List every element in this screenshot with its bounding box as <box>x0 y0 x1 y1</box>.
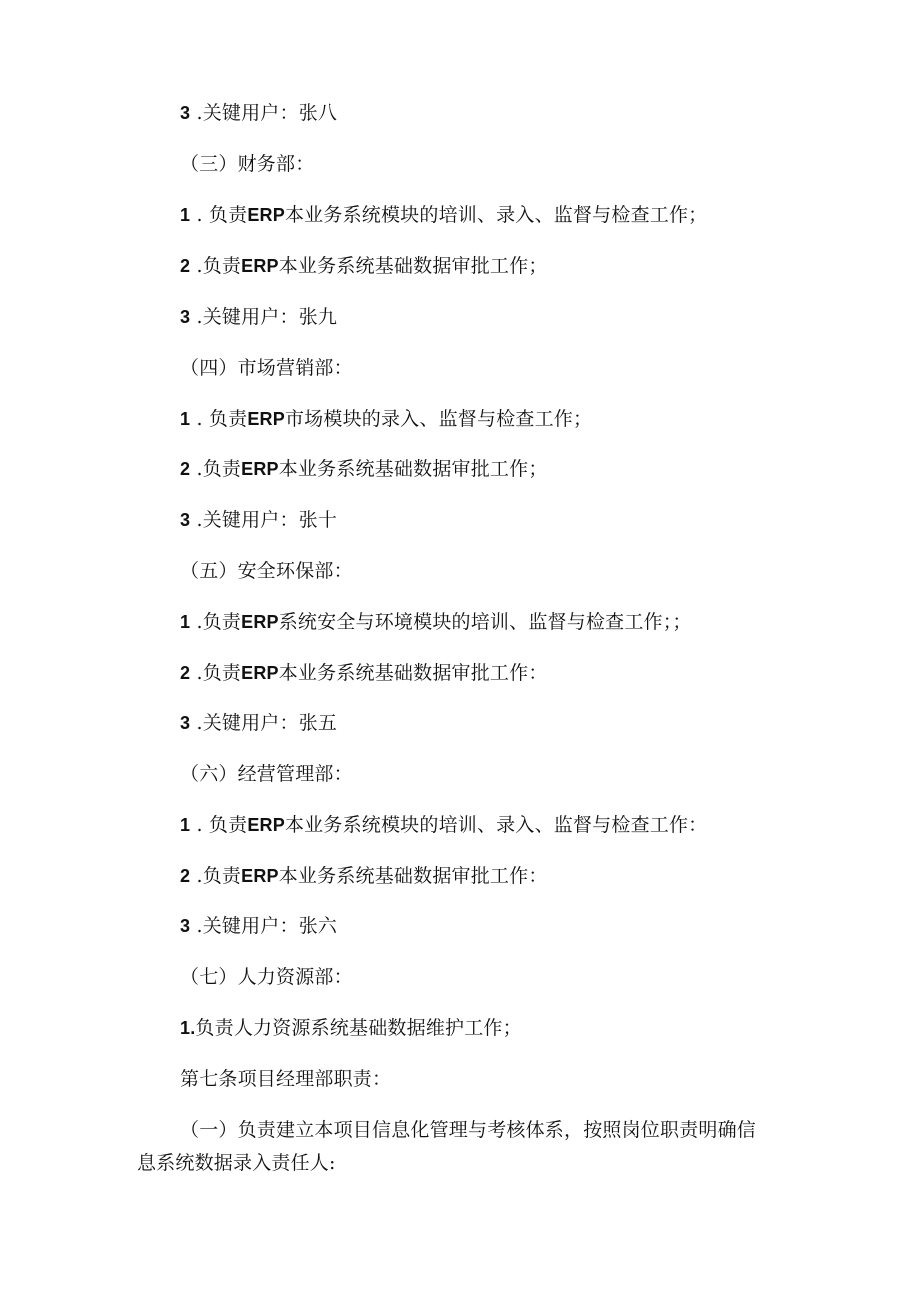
text-run: .负责 <box>190 865 242 887</box>
text-line <box>180 202 707 228</box>
bold-text-run: ERP <box>247 409 285 429</box>
text-run: 负责人力资源系统基础数据维护工作； <box>195 1017 522 1039</box>
text-run: .负责 <box>190 662 242 684</box>
text-run: 系统安全与环境模块的培训、监督与检查工作；； <box>278 611 692 633</box>
bold-text-run: 1 <box>180 815 191 835</box>
bold-text-run: ERP <box>247 815 285 835</box>
bold-text-run: 3 <box>180 307 191 327</box>
bold-text-run: 3 <box>180 510 191 530</box>
text-line <box>180 1066 391 1092</box>
text-line <box>137 1150 336 1176</box>
text-run: 本业务系统基础数据审批工作： <box>278 662 548 684</box>
text-run: 本业务系统基础数据审批工作； <box>278 255 548 277</box>
text-run: .关键用户：张五 <box>190 712 338 734</box>
text-run: .负责 <box>190 611 242 633</box>
text-run: 市场模块的录入、监督与检查工作； <box>284 408 593 430</box>
text-run: 本业务系统模块的培训、录入、监督与检查工作； <box>284 204 708 226</box>
bold-text-run: 3 <box>180 103 191 123</box>
text-run: .关键用户：张六 <box>190 915 338 937</box>
bold-text-run: 1 <box>180 612 191 632</box>
text-line <box>180 355 353 381</box>
text-line <box>180 304 337 330</box>
text-run: . 负责 <box>190 204 248 226</box>
bold-text-run: 3 <box>180 916 191 936</box>
text-line <box>180 558 353 584</box>
bold-text-run: 2 <box>180 663 191 683</box>
text-run: .关键用户：张八 <box>190 102 338 124</box>
text-line <box>180 456 548 482</box>
bold-text-run: ERP <box>247 205 285 225</box>
text-run: . 负责 <box>190 814 248 836</box>
text-line <box>180 964 353 990</box>
text-run: .负责 <box>190 255 242 277</box>
text-line <box>180 609 692 635</box>
text-run: 第七条项目经理部职责： <box>180 1068 392 1090</box>
bold-text-run: ERP <box>241 866 279 886</box>
text-line <box>180 913 337 939</box>
text-run: .负责 <box>190 458 242 480</box>
bold-text-run: 3 <box>180 713 191 733</box>
text-line <box>180 761 353 787</box>
text-run: 本业务系统基础数据审批工作： <box>278 865 548 887</box>
text-run: .关键用户：张十 <box>190 509 338 531</box>
text-line <box>180 507 337 533</box>
bold-text-run: 2 <box>180 256 191 276</box>
text-line <box>180 151 314 177</box>
text-line <box>180 660 548 686</box>
text-run: （一）负责建立本项目信息化管理与考核体系，按照岗位职责明确信 <box>180 1119 757 1141</box>
text-run: （六）经营管理部： <box>180 763 353 785</box>
text-run: （七）人力资源部： <box>180 966 353 988</box>
bold-text-run: 1 <box>180 205 191 225</box>
text-run: （五）安全环保部： <box>180 560 353 582</box>
bold-text-run: ERP <box>241 256 279 276</box>
text-run: 本业务系统基础数据审批工作； <box>278 458 548 480</box>
text-line <box>180 710 337 736</box>
text-line <box>180 253 548 279</box>
text-run: 息系统数据录入责任人: <box>137 1152 336 1174</box>
text-run: （四）市场营销部： <box>180 357 353 379</box>
bold-text-run: 2 <box>180 459 191 479</box>
text-run: .关键用户：张九 <box>190 306 338 328</box>
text-line <box>180 863 548 889</box>
text-run: . 负责 <box>190 408 248 430</box>
bold-text-run: 1. <box>180 1018 196 1038</box>
text-line <box>180 1015 522 1041</box>
bold-text-run: ERP <box>241 612 279 632</box>
bold-text-run: ERP <box>241 663 279 683</box>
text-run: 本业务系统模块的培训、录入、监督与检查工作： <box>284 814 708 836</box>
bold-text-run: 1 <box>180 409 191 429</box>
text-line <box>180 1117 756 1143</box>
bold-text-run: ERP <box>241 459 279 479</box>
text-run: （三）财务部： <box>180 153 315 175</box>
bold-text-run: 2 <box>180 866 191 886</box>
text-line <box>180 812 707 838</box>
text-line <box>180 406 592 432</box>
text-line <box>180 100 337 126</box>
